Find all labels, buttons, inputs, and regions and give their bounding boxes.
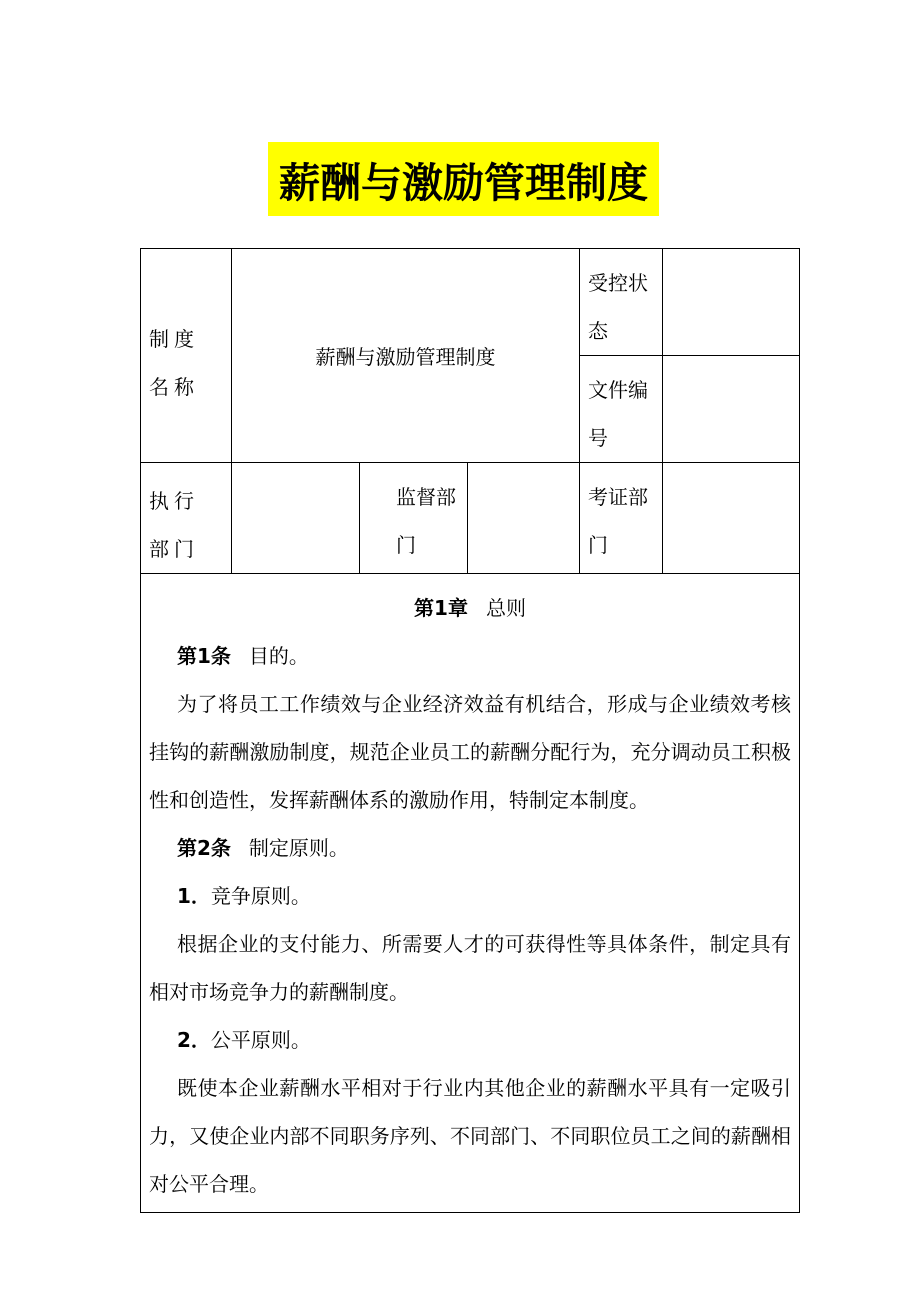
principle-heading xyxy=(149,1016,791,1064)
principle-title: 公平原则。 xyxy=(210,1028,311,1052)
chapter-heading xyxy=(149,584,791,632)
policy-table xyxy=(140,248,800,1213)
policy-name-label: 制度名称 xyxy=(141,249,232,463)
file-number-value xyxy=(663,356,800,463)
exec-dept-label: 执行部门 xyxy=(141,463,232,574)
policy-name-value: 薪酬与激励管理制度 xyxy=(232,249,580,463)
principle-text: 根据企业的支付能力、所需要人才的可获得性等具体条件，制定具有相对市场竞争力的薪酬制度。 xyxy=(149,932,792,1004)
principle-number: 2． xyxy=(177,1028,211,1052)
chapter-title: 总则 xyxy=(485,596,526,620)
verify-dept-label: 考证部门 xyxy=(580,463,663,574)
exec-dept-value xyxy=(232,463,360,574)
document-title: 薪酬与激励管理制度 xyxy=(268,142,659,216)
supervise-dept-label: 监督部门 xyxy=(360,463,468,574)
article-text: 为了将员工工作绩效与企业经济效益有机结合，形成与企业绩效考核挂钩的薪酬激励制度，规范企业员工的薪酬分配行为，充分调动员工积极性和创造性，发挥薪酬体系的激励作用，特制定本制度。 xyxy=(149,692,792,812)
principle-title: 竞争原则。 xyxy=(210,884,311,908)
supervise-dept-value xyxy=(468,463,580,574)
article-number: 第2条 xyxy=(177,836,231,860)
article-heading xyxy=(149,632,791,680)
article-heading xyxy=(149,824,791,872)
article-title: 目的。 xyxy=(248,644,309,668)
file-number-label: 文件编号 xyxy=(580,356,663,463)
principle-number: 1． xyxy=(177,884,211,908)
control-status-value xyxy=(663,249,800,356)
principle-text: 既使本企业薪酬水平相对于行业内其他企业的薪酬水平具有一定吸引力，又使企业内部不同职务序列、不同部门、不同职位员工之间的薪酬相对公平合理。 xyxy=(149,1076,792,1196)
verify-dept-value xyxy=(663,463,800,574)
control-status-label: 受控状态 xyxy=(580,249,663,356)
article-title: 制定原则。 xyxy=(248,836,349,860)
principle-heading xyxy=(149,872,791,920)
chapter-number: 第1章 xyxy=(414,596,468,620)
article-number: 第1条 xyxy=(177,644,231,668)
policy-body xyxy=(141,574,800,1213)
